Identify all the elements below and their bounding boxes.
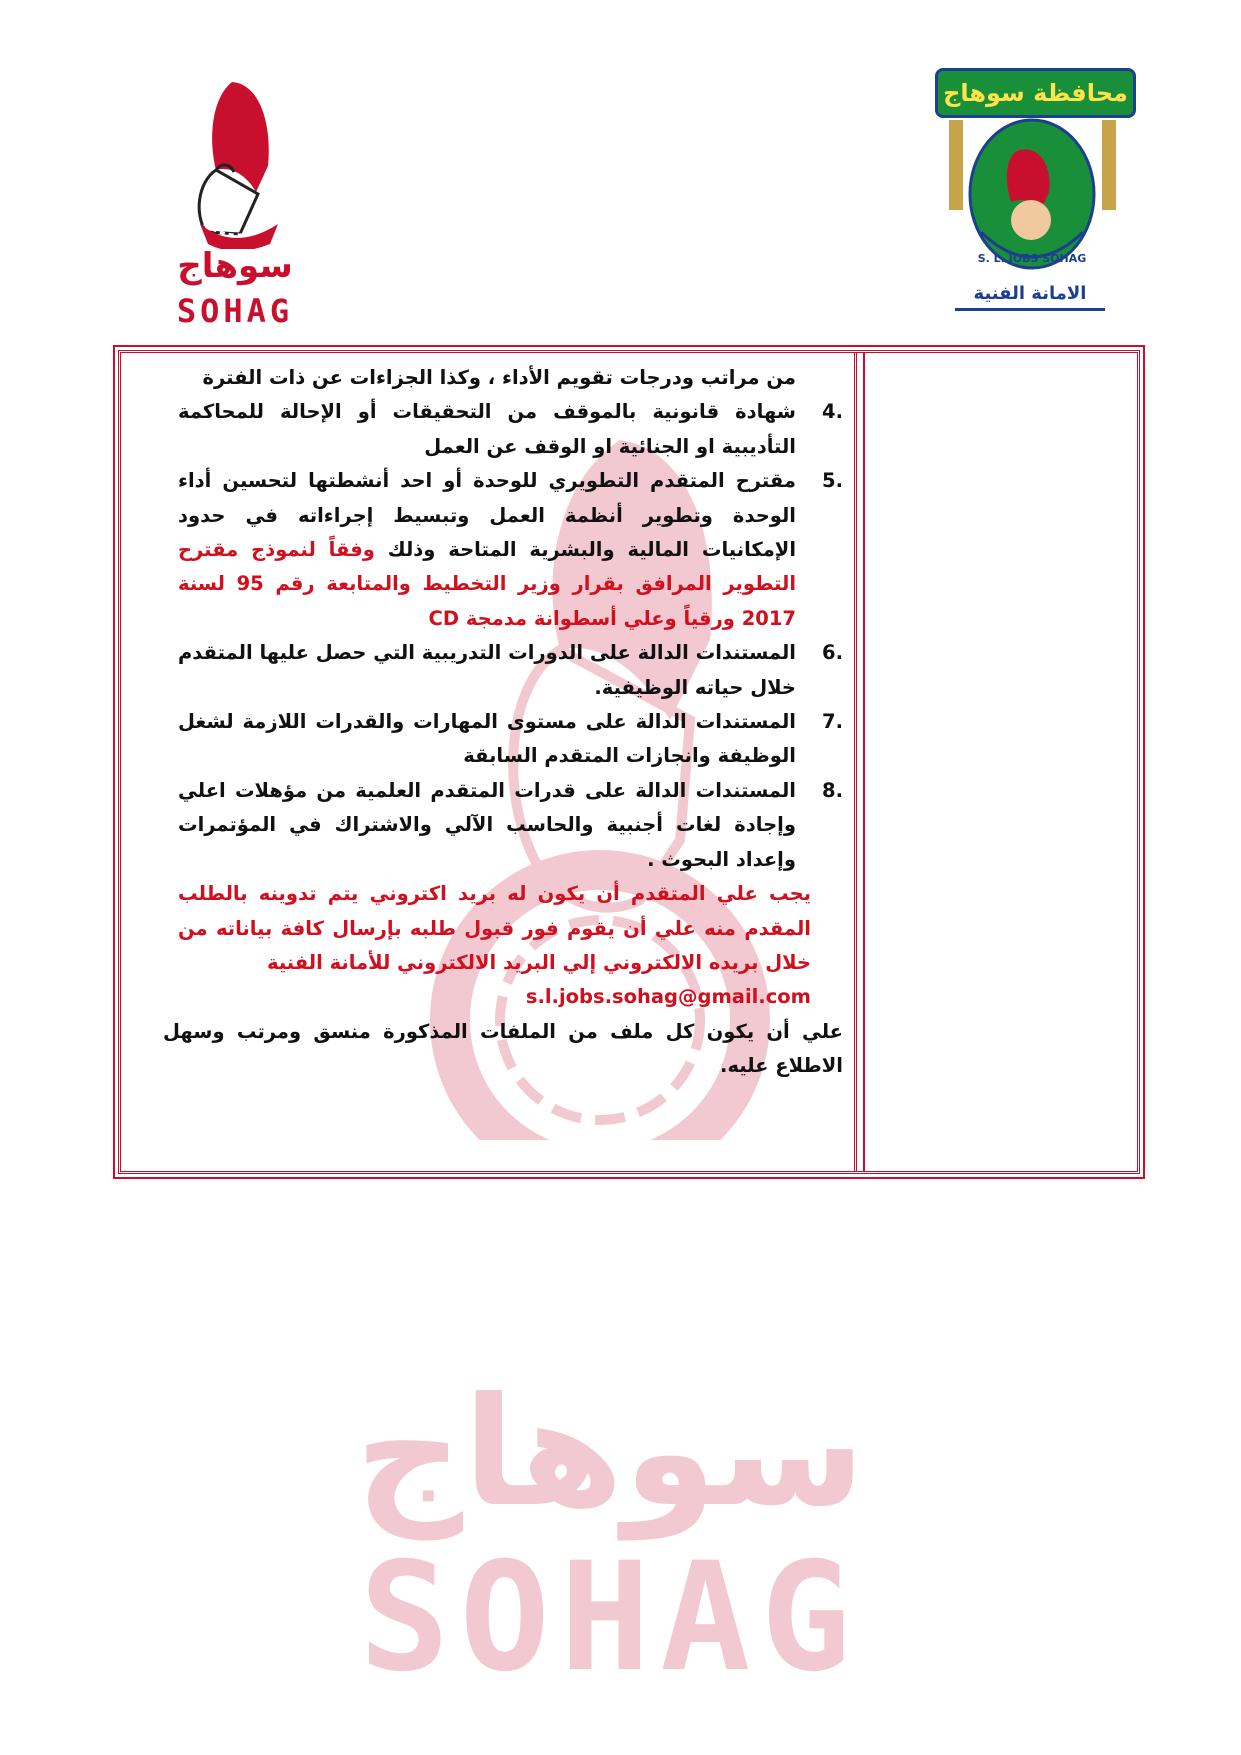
item-text: المستندات الدالة على الدورات التدريبية التي حصل عليها المتقدم خلال حياته الوظيفية. xyxy=(178,641,796,699)
item-text: المستندات الدالة على مستوى المهارات والقدرات اللازمة لشغل الوظيفة وانجازات المتقدم السابقة xyxy=(178,710,796,768)
logo-right-title: محافظة سوهاج xyxy=(935,68,1136,118)
item-number: 4. xyxy=(822,400,843,424)
list-item xyxy=(133,395,851,464)
item-number: 5. xyxy=(822,469,843,493)
logo-left-latin: SOHAG xyxy=(176,292,294,330)
sohag-jobs-logo-right xyxy=(935,60,1130,310)
logo-left-arabic: سوهاج xyxy=(177,246,293,286)
content-table xyxy=(118,350,1140,1174)
email-link[interactable]: s.l.jobs.sohag@gmail.com xyxy=(525,985,811,1009)
closing-paragraph: علي أن يكون كل ملف من الملفات المذكورة منسق ومرتب وسهل الاطلاع عليه. xyxy=(163,1019,843,1078)
item-text: مقترح المتقدم التطويري للوحدة أو احد أنشطتها لتحسين أداء الوحدة وتطوير أنظمة العمل وتبسيط إجراءاته في حدود الإمكانيات المالية والبشرية المتاحة وذلك xyxy=(178,469,797,562)
document-body xyxy=(121,353,851,1171)
empty-right-column xyxy=(862,353,1137,1171)
item-text: شهادة قانونية بالموقف من التحقيقات أو الإحالة للمحاكمة التأديبية او الجنائية او الوقف عن العمل xyxy=(178,400,796,458)
intro-paragraph: من مراتب ودرجات تقويم الأداء ، وكذا الجزاءات عن ذات الفترة xyxy=(202,366,796,389)
watermark-arabic: سوهاج xyxy=(355,1366,865,1540)
list-item xyxy=(133,464,851,636)
email-notice: يجب علي المتقدم أن يكون له بريد اكتروني يتم تدوينه بالطلب المقدم منه علي أن يقوم فور قبول طلبه بإرسال كافة بياناته من خلال بريده الالكتروني إلي البريد الالكتروني للأمانة الفنية xyxy=(178,882,811,974)
jobs-emblem-icon xyxy=(935,112,1130,287)
logo-right-ring-text: S. L. JOBS SOHAG xyxy=(977,252,1087,265)
item-text: المستندات الدالة على قدرات المتقدم العلمية من مؤهلات اعلي وإجادة لغات أجنبية والحاسب الآلي والاشتراك في المؤتمرات وإعداد البحوث . xyxy=(178,778,796,871)
list-item xyxy=(133,636,851,705)
logo-right-footer: الامانة الفنية xyxy=(955,280,1105,311)
item-number: 7. xyxy=(822,710,843,734)
email-wrapper xyxy=(133,980,851,1014)
watermark-latin: SOHAG xyxy=(359,1530,861,1705)
list-item xyxy=(133,705,851,774)
list-item xyxy=(133,774,851,877)
watermark-wordmark xyxy=(330,1366,890,1705)
sohag-logo-left xyxy=(160,74,310,329)
item-number: 6. xyxy=(822,641,843,665)
item-number: 8. xyxy=(822,778,843,802)
item-highlight-text: وفقاً لنموذج مقترح التطوير المرافق بقرار وزير التخطيط والمتابعة رقم 95 لسنة 2017 ورقياً وعلي أسطوانة مدمجة CD xyxy=(178,538,797,630)
pharaoh-head-logo-icon xyxy=(160,74,310,249)
